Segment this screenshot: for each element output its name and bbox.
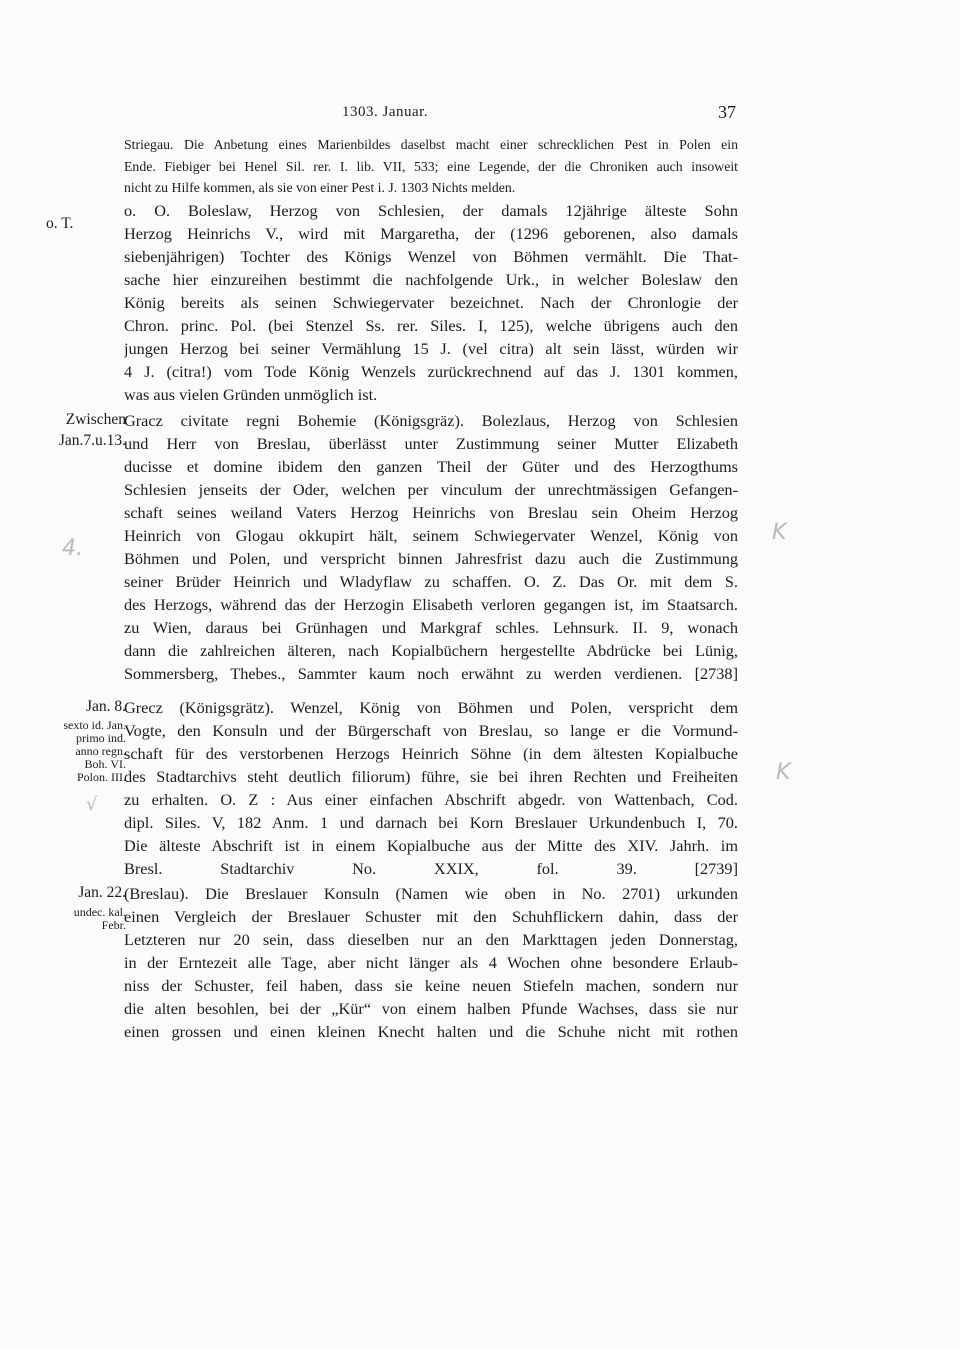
entry-text — [124, 199, 738, 406]
text-line: Herzog Heinrichs V., wird mit Margaretha, der (1296 geborenen, also damals — [124, 224, 738, 243]
text-line: des Herzogs, während das der Herzogin Elisabeth verloren gegangen ist, im Staatsarch. — [124, 595, 738, 614]
text-line: schaft für des verstorbenen Herzogs Heinrich Söhne (in dem ältesten Kopialbuche — [124, 744, 738, 763]
text-line: in der Erntezeit alle Tage, aber nicht länger als 4 Wochen ohne besondere Erlaub- — [124, 953, 738, 972]
text-line: nicht zu Hilfe kommen, als sie von einer Pest i. J. 1303 Nichts melden. — [124, 180, 516, 195]
margin-line: sexto id. Jan. — [63, 718, 126, 732]
pencil-mark: √ — [86, 794, 98, 815]
page-number: 37 — [718, 102, 736, 122]
page-header — [0, 102, 960, 128]
margin-line: Jan. 8. — [85, 698, 126, 715]
text-line: o. O. Boleslaw, Herzog von Schlesien, der damals 12jährige älteste Sohn — [124, 201, 738, 220]
text-line: des Stadtarchivs steht deutlich filiorum) führe, sie bei ihren Rechten und Freiheiten — [124, 767, 738, 786]
text-line: und Herr von Breslau, überlässt unter Zustimmung seiner Mutter Elizabeth — [124, 434, 738, 453]
margin-date — [40, 882, 126, 932]
text-line: was aus vielen Gründen unmöglich ist. — [124, 385, 378, 404]
text-line: Grecz (Königsgrätz). Wenzel, König von Böhmen und Polen, verspricht dem — [124, 698, 738, 717]
pencil-mark: K — [772, 520, 787, 545]
pencil-mark: K — [776, 760, 791, 785]
margin-line: undec. kal. — [73, 905, 126, 919]
text-line: die alten besohlen, bei der „Kür“ von einem halben Pfunde Wachses, dass sie nur — [124, 999, 738, 1018]
pencil-mark: 4. — [62, 536, 83, 561]
running-title: 1303. Januar. — [342, 104, 429, 120]
text-line: Die älteste Abschrift ist in einem Kopialbuche aus der Mitte des XIV. Jahrh. im — [124, 836, 738, 855]
text-line: Böhmen und Polen, und verspricht binnen Jahresfrist dazu auch die Zustimmung — [124, 549, 738, 568]
text-line: Ende. Fiebiger bei Henel Sil. rer. I. lib. VII, 533; eine Legende, der die Chroniken auch insoweit — [124, 158, 738, 174]
text-line: zu erhalten. O. Z : Aus einer einfachen Abschrift abgedr. von Wattenbach, Cod. — [124, 790, 738, 809]
entry-text — [124, 882, 738, 1043]
text-line: siebenjährigen) Tochter des Königs Wenzel von Böhmen vermählt. Die That- — [124, 247, 738, 266]
text-line: seiner Brüder Heinrich und Wladyflaw zu schaffen. O. Z. Das Or. mit dem S. — [124, 572, 738, 591]
text-line: zu Wien, daraus bei Grünhagen und Markgraf schles. Lehnsurk. II. 9, wonach — [124, 618, 738, 637]
entry-text — [124, 409, 738, 685]
margin-date — [38, 409, 126, 451]
text-line: Gracz civitate regni Bohemie (Königsgräz). Bolezlaus, Herzog von Schlesien — [124, 411, 738, 430]
text-line: niss der Schuster, feil haben, dass sie keine neuen Stiefeln machen, sondern nur — [124, 976, 738, 995]
margin-line: Polon. III. — [77, 770, 126, 784]
text-line: Sommersberg, Thebes., Sammter kaum noch erwähnt zu werden verdienen. [2738] — [124, 664, 738, 683]
margin-line: primo ind. — [76, 731, 126, 745]
text-line: dipl. Siles. V, 182 Anm. 1 und darnach bei Korn Breslauer Urkundenbuch I, 70. — [124, 813, 738, 832]
text-line: einen grossen und einen kleinen Knecht halten und die Schuhe nicht mit rothen — [124, 1022, 738, 1041]
margin-line: Febr. — [101, 918, 126, 932]
text-line: Letzteren nur 20 sein, dass dieselben nur an den Markttagen jeden Donnerstag, — [124, 930, 738, 949]
text-line: Vogte, den Konsuln und der Bürgerschaft von Breslau, so lange er die Vormund- — [124, 721, 738, 740]
text-line: Heinrich von Glogau okkupirt hält, seinem Schwiegervater Wenzel, König von — [124, 526, 738, 545]
margin-line: Jan. 22. — [78, 884, 126, 901]
margin-date — [40, 696, 126, 784]
text-line: Bresl. Stadtarchiv No. XXIX, fol. 39. [2739] — [124, 859, 738, 878]
text-line: König bereits als seinen Schwiegervater bezeichnet. Nach der Chronlogie der — [124, 293, 738, 312]
text-line: (Breslau). Die Breslauer Konsuln (Namen wie oben in No. 2701) urkunden — [124, 884, 738, 903]
text-line: Striegau. Die Anbetung eines Marienbildes daselbst macht einer schrecklichen Pest in Polen ein — [124, 137, 738, 152]
text-line: ducisse et domine ibidem den ganzen Theil der Güter und des Herzogthums — [124, 457, 738, 476]
margin-date: o. T. — [46, 215, 74, 232]
text-line: einen Vergleich der Breslauer Schuster mit den Schuhflickern dahin, dass der — [124, 907, 738, 926]
entry-text — [124, 696, 738, 880]
text-line: jungen Herzog bei seiner Vermählung 15 J. (vel citra) alt sein lässt, würden wir — [124, 339, 738, 358]
text-line: 4 J. (citra!) vom Tode König Wenzels zurückrechnend auf das J. 1301 kommen, — [124, 362, 738, 381]
text-line: dann die zahlreichen älteren, nach Kopialbüchern hergestellte Abdrücke bei Lünig, — [124, 641, 738, 660]
margin-line: Jan.7.u.13. — [58, 432, 126, 449]
text-line: schaft seines weiland Vaters Herzog Heinrichs von Breslau sein Oheim Herzog — [124, 503, 738, 522]
text-line: Chron. princ. Pol. (bei Stenzel Ss. rer. Siles. I, 125), welche übrigens auch den — [124, 316, 738, 335]
margin-line: Zwischen — [65, 411, 126, 428]
text-line: sache hier einzureihen bestimmt die nachfolgende Urk., in welcher Boleslaw den — [124, 270, 738, 289]
margin-line: anno regn. — [75, 744, 126, 758]
text-line: Schlesien jenseits der Oder, welchen per vinculum der unrechtmässigen Gefangen- — [124, 480, 738, 499]
margin-line: Boh. VI. — [84, 757, 126, 771]
entry-text — [124, 134, 738, 199]
